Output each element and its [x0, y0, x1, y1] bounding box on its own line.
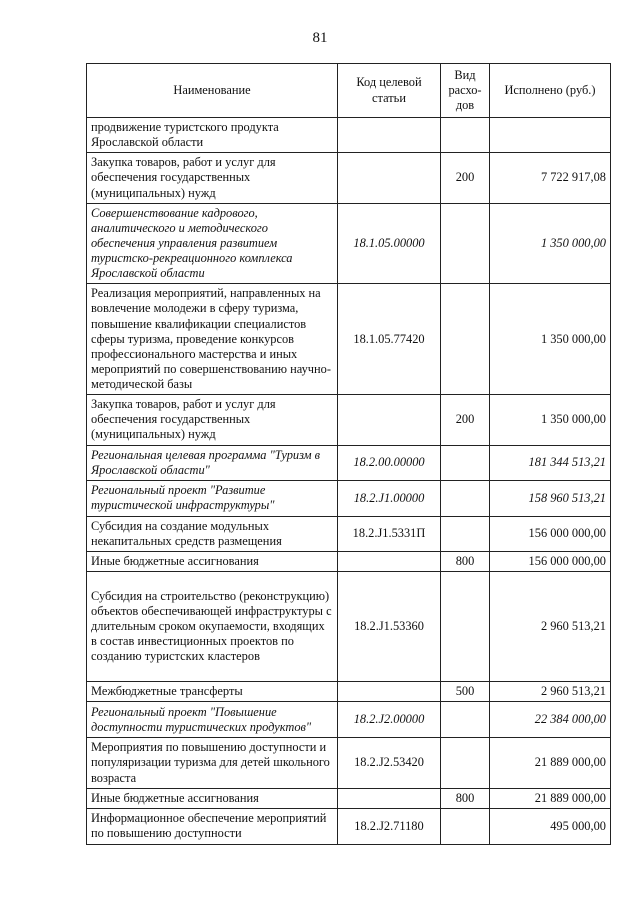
table-row: [87, 572, 611, 682]
row-amount-cell: 22 384 000,00: [490, 702, 611, 738]
row-amount-cell: 158 960 513,21: [490, 480, 611, 516]
row-code-cell: 18.2.00.00000: [338, 445, 441, 480]
table-row: [87, 395, 611, 445]
row-type-cell: [441, 808, 490, 844]
row-amount-cell: 495 000,00: [490, 808, 611, 844]
page-number: 81: [312, 30, 328, 46]
row-type-cell: [441, 445, 490, 480]
row-name-cell: Закупка товаров, работ и услуг для обеспечения государственных (муниципальных) нужд: [87, 153, 338, 203]
row-amount-cell: 1 350 000,00: [490, 203, 611, 284]
row-name-cell: Информационное обеспечение мероприятий по повышению доступности: [87, 808, 338, 844]
row-type-cell: [441, 480, 490, 516]
row-amount-cell: [490, 118, 611, 153]
row-type-cell: [441, 572, 490, 682]
row-name-cell: продвижение туристского продукта Ярославской области: [87, 118, 338, 153]
table-row: [87, 552, 611, 572]
table-row: [87, 682, 611, 702]
header-type: Вид расхо-дов: [441, 64, 490, 118]
table-row: [87, 808, 611, 844]
header-amount: Исполнено (руб.): [490, 64, 611, 118]
row-code-cell: 18.2.J1.00000: [338, 480, 441, 516]
row-type-cell: [441, 702, 490, 738]
table-row: [87, 480, 611, 516]
row-amount-cell: 156 000 000,00: [490, 516, 611, 551]
row-amount-cell: 181 344 513,21: [490, 445, 611, 480]
row-type-cell: 800: [441, 788, 490, 808]
row-code-cell: [338, 153, 441, 203]
row-name-cell: Региональный проект "Повышение доступности туристических продуктов": [87, 702, 338, 738]
row-amount-cell: 1 350 000,00: [490, 395, 611, 445]
row-amount-cell: 7 722 917,08: [490, 153, 611, 203]
table-row: [87, 153, 611, 203]
row-name-cell: Иные бюджетные ассигнования: [87, 552, 338, 572]
row-code-cell: 18.2.J2.53420: [338, 738, 441, 788]
row-type-cell: [441, 738, 490, 788]
table-header-row: [87, 64, 611, 118]
row-name-cell: Субсидия на создание модульных некапитальных средств размещения: [87, 516, 338, 551]
row-amount-cell: 21 889 000,00: [490, 738, 611, 788]
row-amount-cell: 1 350 000,00: [490, 284, 611, 395]
row-type-cell: [441, 284, 490, 395]
table-row: [87, 702, 611, 738]
row-code-cell: [338, 552, 441, 572]
row-type-cell: 200: [441, 395, 490, 445]
table-body: [87, 118, 611, 845]
table-row: [87, 445, 611, 480]
table-row: [87, 284, 611, 395]
row-name-cell: Совершенствование кадрового, аналитического и методического обеспечения управления развитием туристско-рекреационного комплекса Ярославской области: [87, 203, 338, 284]
row-type-cell: [441, 516, 490, 551]
row-name-cell: Закупка товаров, работ и услуг для обеспечения государственных (муниципальных) нужд: [87, 395, 338, 445]
table-row: [87, 516, 611, 551]
row-type-cell: 800: [441, 552, 490, 572]
row-type-cell: 200: [441, 153, 490, 203]
row-code-cell: [338, 682, 441, 702]
row-type-cell: [441, 203, 490, 284]
row-amount-cell: 156 000 000,00: [490, 552, 611, 572]
table-row: [87, 203, 611, 284]
row-name-cell: Мероприятия по повышению доступности и популяризации туризма для детей школьного возраста: [87, 738, 338, 788]
row-type-cell: [441, 118, 490, 153]
table-row: [87, 118, 611, 153]
table-row: [87, 738, 611, 788]
header-name: Наименование: [87, 64, 338, 118]
row-code-cell: 18.1.05.77420: [338, 284, 441, 395]
row-code-cell: 18.2.J2.71180: [338, 808, 441, 844]
row-name-cell: Реализация мероприятий, направленных на вовлечение молодежи в сферу туризма, повышение квалификации специалистов сферы туризма, проведение конкурсов профессионального мастерства и иных мероприятий по совершенствованию научно-методической базы: [87, 284, 338, 395]
row-code-cell: 18.2.J1.5331П: [338, 516, 441, 551]
budget-table: [86, 63, 611, 845]
row-code-cell: [338, 788, 441, 808]
row-name-cell: Межбюджетные трансферты: [87, 682, 338, 702]
row-type-cell: 500: [441, 682, 490, 702]
header-code: Код целевой статьи: [338, 64, 441, 118]
row-name-cell: Региональный проект "Развитие туристической инфраструктуры": [87, 480, 338, 516]
row-amount-cell: 21 889 000,00: [490, 788, 611, 808]
row-code-cell: 18.2.J2.00000: [338, 702, 441, 738]
row-code-cell: [338, 395, 441, 445]
row-amount-cell: 2 960 513,21: [490, 682, 611, 702]
row-name-cell: Региональная целевая программа "Туризм в Ярославской области": [87, 445, 338, 480]
table-row: [87, 788, 611, 808]
row-code-cell: 18.2.J1.53360: [338, 572, 441, 682]
row-code-cell: [338, 118, 441, 153]
row-code-cell: 18.1.05.00000: [338, 203, 441, 284]
row-amount-cell: 2 960 513,21: [490, 572, 611, 682]
row-name-cell: Иные бюджетные ассигнования: [87, 788, 338, 808]
row-name-cell: Субсидия на строительство (реконструкцию) объектов обеспечивающей инфраструктуры с длительным сроком окупаемости, входящих в состав инвестиционных проектов по созданию туристских кластеров: [87, 572, 338, 682]
